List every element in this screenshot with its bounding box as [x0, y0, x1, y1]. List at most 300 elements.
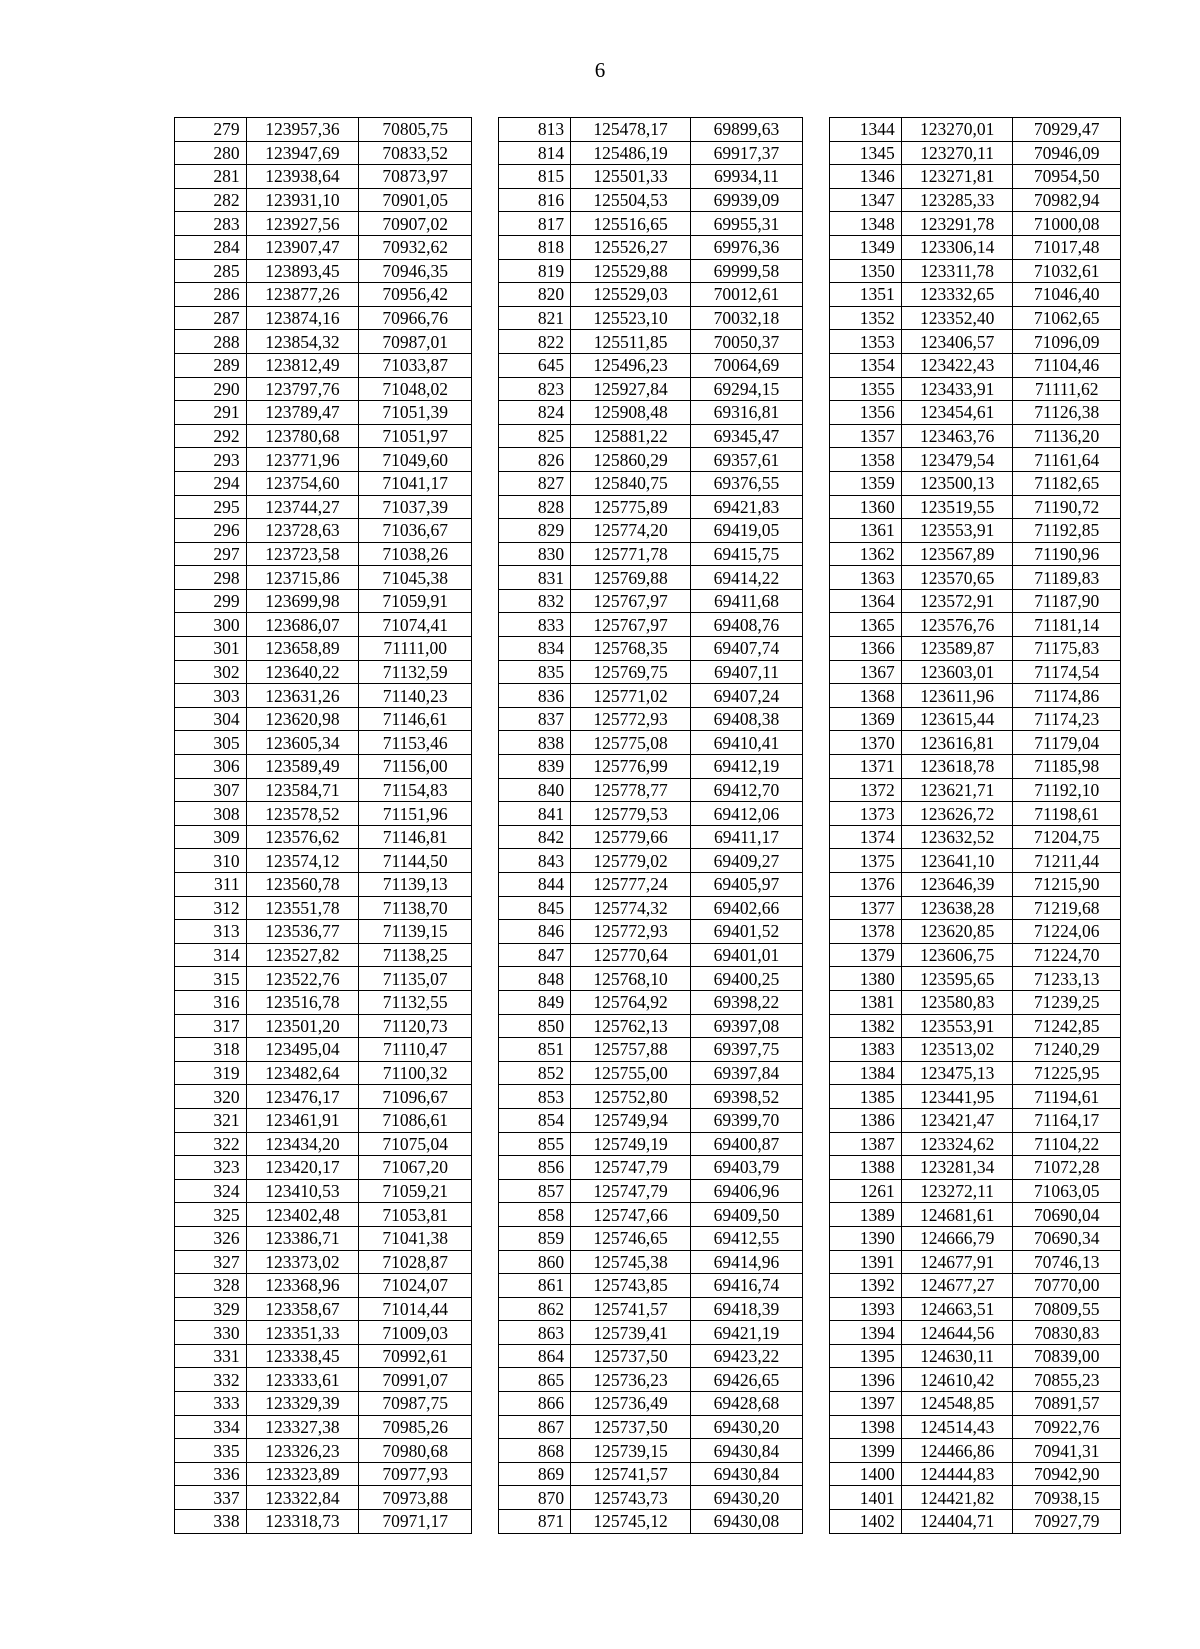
table-row [175, 896, 1121, 920]
point-number-cell: 1361 [830, 519, 902, 543]
x-coordinate-cell: 125747,66 [571, 1203, 691, 1227]
y-coordinate-cell: 69999,58 [691, 259, 803, 283]
table-row [175, 1462, 1121, 1486]
x-coordinate-cell: 124466,86 [901, 1439, 1013, 1463]
x-coordinate-cell: 123553,91 [901, 519, 1013, 543]
x-coordinate-cell: 123723,58 [246, 542, 359, 566]
column-gap [472, 990, 499, 1014]
y-coordinate-cell: 71111,62 [1013, 377, 1121, 401]
x-coordinate-cell: 123410,53 [246, 1179, 359, 1203]
x-coordinate-cell: 123516,78 [246, 990, 359, 1014]
y-coordinate-cell: 70050,37 [691, 330, 803, 354]
x-coordinate-cell: 125746,65 [571, 1226, 691, 1250]
x-coordinate-cell: 123500,13 [901, 471, 1013, 495]
column-gap [472, 755, 499, 779]
point-number-cell: 815 [499, 165, 571, 189]
y-coordinate-cell: 69899,63 [691, 118, 803, 142]
point-number-cell: 312 [175, 896, 247, 920]
x-coordinate-cell: 123938,64 [246, 165, 359, 189]
table-row [175, 259, 1121, 283]
column-gap [802, 1179, 829, 1203]
x-coordinate-cell: 124677,27 [901, 1274, 1013, 1298]
x-coordinate-cell: 125526,27 [571, 235, 691, 259]
point-number-cell: 338 [175, 1510, 247, 1534]
y-coordinate-cell: 71028,87 [359, 1250, 472, 1274]
column-gap [472, 141, 499, 165]
x-coordinate-cell: 125737,50 [571, 1344, 691, 1368]
point-number-cell: 1362 [830, 542, 902, 566]
point-number-cell: 1399 [830, 1439, 902, 1463]
y-coordinate-cell: 71051,39 [359, 401, 472, 425]
point-number-cell: 860 [499, 1250, 571, 1274]
x-coordinate-cell: 123463,76 [901, 424, 1013, 448]
point-number-cell: 1344 [830, 118, 902, 142]
point-number-cell: 319 [175, 1061, 247, 1085]
x-coordinate-cell: 123270,11 [901, 141, 1013, 165]
y-coordinate-cell: 71181,14 [1013, 613, 1121, 637]
y-coordinate-cell: 70873,97 [359, 165, 472, 189]
point-number-cell: 1351 [830, 283, 902, 307]
y-coordinate-cell: 69426,65 [691, 1368, 803, 1392]
column-gap [802, 896, 829, 920]
y-coordinate-cell: 71032,61 [1013, 259, 1121, 283]
table-row [175, 1250, 1121, 1274]
x-coordinate-cell: 123589,87 [901, 637, 1013, 661]
y-coordinate-cell: 69430,84 [691, 1462, 803, 1486]
y-coordinate-cell: 70973,88 [359, 1486, 472, 1510]
x-coordinate-cell: 123641,10 [901, 849, 1013, 873]
point-number-cell: 282 [175, 188, 247, 212]
y-coordinate-cell: 70855,23 [1013, 1368, 1121, 1392]
column-gap [472, 731, 499, 755]
table-row [175, 707, 1121, 731]
point-number-cell: 321 [175, 1108, 247, 1132]
y-coordinate-cell: 70932,62 [359, 235, 472, 259]
point-number-cell: 324 [175, 1179, 247, 1203]
point-number-cell: 294 [175, 471, 247, 495]
point-number-cell: 861 [499, 1274, 571, 1298]
coordinates-table-body [175, 118, 1121, 1534]
y-coordinate-cell: 71048,02 [359, 377, 472, 401]
table-row [175, 1274, 1121, 1298]
point-number-cell: 869 [499, 1462, 571, 1486]
x-coordinate-cell: 124404,71 [901, 1510, 1013, 1534]
point-number-cell: 871 [499, 1510, 571, 1534]
column-gap [472, 519, 499, 543]
point-number-cell: 1369 [830, 707, 902, 731]
x-coordinate-cell: 125749,19 [571, 1132, 691, 1156]
point-number-cell: 839 [499, 755, 571, 779]
point-number-cell: 314 [175, 943, 247, 967]
y-coordinate-cell: 70927,79 [1013, 1510, 1121, 1534]
x-coordinate-cell: 125774,32 [571, 896, 691, 920]
column-gap [802, 519, 829, 543]
column-gap [802, 637, 829, 661]
point-number-cell: 320 [175, 1085, 247, 1109]
x-coordinate-cell: 123323,89 [246, 1462, 359, 1486]
point-number-cell: 1392 [830, 1274, 902, 1298]
column-gap [802, 1344, 829, 1368]
y-coordinate-cell: 69400,87 [691, 1132, 803, 1156]
x-coordinate-cell: 123285,33 [901, 188, 1013, 212]
table-row [175, 1014, 1121, 1038]
y-coordinate-cell: 70830,83 [1013, 1321, 1121, 1345]
x-coordinate-cell: 123618,78 [901, 755, 1013, 779]
column-gap [472, 1368, 499, 1392]
y-coordinate-cell: 69955,31 [691, 212, 803, 236]
y-coordinate-cell: 71014,44 [359, 1297, 472, 1321]
point-number-cell: 327 [175, 1250, 247, 1274]
point-number-cell: 1383 [830, 1038, 902, 1062]
x-coordinate-cell: 123476,17 [246, 1085, 359, 1109]
column-gap [802, 920, 829, 944]
y-coordinate-cell: 71036,67 [359, 519, 472, 543]
x-coordinate-cell: 125767,97 [571, 613, 691, 637]
point-number-cell: 1356 [830, 401, 902, 425]
x-coordinate-cell: 123406,57 [901, 330, 1013, 354]
y-coordinate-cell: 70982,94 [1013, 188, 1121, 212]
y-coordinate-cell: 69421,19 [691, 1321, 803, 1345]
point-number-cell: 1376 [830, 873, 902, 897]
point-number-cell: 830 [499, 542, 571, 566]
x-coordinate-cell: 123434,20 [246, 1132, 359, 1156]
x-coordinate-cell: 125745,12 [571, 1510, 691, 1534]
y-coordinate-cell: 69409,50 [691, 1203, 803, 1227]
point-number-cell: 1385 [830, 1085, 902, 1109]
x-coordinate-cell: 125739,15 [571, 1439, 691, 1463]
x-coordinate-cell: 125774,20 [571, 519, 691, 543]
point-number-cell: 1393 [830, 1297, 902, 1321]
column-gap [802, 873, 829, 897]
x-coordinate-cell: 123536,77 [246, 920, 359, 944]
table-row [175, 1226, 1121, 1250]
column-gap [802, 330, 829, 354]
y-coordinate-cell: 70839,00 [1013, 1344, 1121, 1368]
point-number-cell: 858 [499, 1203, 571, 1227]
x-coordinate-cell: 125743,73 [571, 1486, 691, 1510]
point-number-cell: 1397 [830, 1392, 902, 1416]
table-row [175, 1510, 1121, 1534]
y-coordinate-cell: 71132,55 [359, 990, 472, 1014]
point-number-cell: 1387 [830, 1132, 902, 1156]
point-number-cell: 855 [499, 1132, 571, 1156]
x-coordinate-cell: 124548,85 [901, 1392, 1013, 1416]
table-row [175, 1321, 1121, 1345]
point-number-cell: 337 [175, 1486, 247, 1510]
point-number-cell: 1384 [830, 1061, 902, 1085]
point-number-cell: 823 [499, 377, 571, 401]
point-number-cell: 816 [499, 188, 571, 212]
table-row [175, 330, 1121, 354]
table-row [175, 943, 1121, 967]
table-row [175, 731, 1121, 755]
x-coordinate-cell: 125511,85 [571, 330, 691, 354]
x-coordinate-cell: 125779,53 [571, 802, 691, 826]
point-number-cell: 1379 [830, 943, 902, 967]
x-coordinate-cell: 123358,67 [246, 1297, 359, 1321]
point-number-cell: 828 [499, 495, 571, 519]
column-gap [472, 377, 499, 401]
y-coordinate-cell: 70941,31 [1013, 1439, 1121, 1463]
y-coordinate-cell: 70980,68 [359, 1439, 472, 1463]
x-coordinate-cell: 125840,75 [571, 471, 691, 495]
x-coordinate-cell: 125772,93 [571, 707, 691, 731]
table-row [175, 495, 1121, 519]
column-gap [472, 259, 499, 283]
x-coordinate-cell: 125860,29 [571, 448, 691, 472]
point-number-cell: 290 [175, 377, 247, 401]
y-coordinate-cell: 71179,04 [1013, 731, 1121, 755]
x-coordinate-cell: 123893,45 [246, 259, 359, 283]
x-coordinate-cell: 123479,54 [901, 448, 1013, 472]
y-coordinate-cell: 70012,61 [691, 283, 803, 307]
y-coordinate-cell: 71136,20 [1013, 424, 1121, 448]
column-gap [472, 542, 499, 566]
column-gap [472, 165, 499, 189]
point-number-cell: 1372 [830, 778, 902, 802]
y-coordinate-cell: 71164,17 [1013, 1108, 1121, 1132]
column-gap [802, 990, 829, 1014]
y-coordinate-cell: 69419,05 [691, 519, 803, 543]
y-coordinate-cell: 71194,61 [1013, 1085, 1121, 1109]
y-coordinate-cell: 69408,38 [691, 707, 803, 731]
column-gap [472, 1274, 499, 1298]
y-coordinate-cell: 71151,96 [359, 802, 472, 826]
x-coordinate-cell: 123454,61 [901, 401, 1013, 425]
y-coordinate-cell: 71174,23 [1013, 707, 1121, 731]
y-coordinate-cell: 69412,19 [691, 755, 803, 779]
x-coordinate-cell: 123495,04 [246, 1038, 359, 1062]
column-gap [802, 1061, 829, 1085]
point-number-cell: 291 [175, 401, 247, 425]
x-coordinate-cell: 123386,71 [246, 1226, 359, 1250]
x-coordinate-cell: 123578,52 [246, 802, 359, 826]
x-coordinate-cell: 125504,53 [571, 188, 691, 212]
y-coordinate-cell: 71189,83 [1013, 566, 1121, 590]
x-coordinate-cell: 124630,11 [901, 1344, 1013, 1368]
x-coordinate-cell: 125779,66 [571, 825, 691, 849]
point-number-cell: 868 [499, 1439, 571, 1463]
y-coordinate-cell: 71100,32 [359, 1061, 472, 1085]
x-coordinate-cell: 123327,38 [246, 1415, 359, 1439]
point-number-cell: 837 [499, 707, 571, 731]
y-coordinate-cell: 69345,47 [691, 424, 803, 448]
point-number-cell: 1391 [830, 1250, 902, 1274]
table-row [175, 1203, 1121, 1227]
point-number-cell: 285 [175, 259, 247, 283]
x-coordinate-cell: 125776,99 [571, 755, 691, 779]
table-row [175, 519, 1121, 543]
column-gap [802, 1462, 829, 1486]
table-row [175, 755, 1121, 779]
table-row [175, 283, 1121, 307]
column-gap [802, 283, 829, 307]
y-coordinate-cell: 69397,75 [691, 1038, 803, 1062]
point-number-cell: 1374 [830, 825, 902, 849]
x-coordinate-cell: 123780,68 [246, 424, 359, 448]
y-coordinate-cell: 71059,21 [359, 1179, 472, 1203]
x-coordinate-cell: 123603,01 [901, 660, 1013, 684]
column-gap [802, 542, 829, 566]
x-coordinate-cell: 123332,65 [901, 283, 1013, 307]
y-coordinate-cell: 71053,81 [359, 1203, 472, 1227]
x-coordinate-cell: 124663,51 [901, 1297, 1013, 1321]
column-gap [472, 495, 499, 519]
table-row [175, 165, 1121, 189]
point-number-cell: 845 [499, 896, 571, 920]
point-number-cell: 1355 [830, 377, 902, 401]
y-coordinate-cell: 69416,74 [691, 1274, 803, 1298]
y-coordinate-cell: 70942,90 [1013, 1462, 1121, 1486]
x-coordinate-cell: 123927,56 [246, 212, 359, 236]
point-number-cell: 280 [175, 141, 247, 165]
y-coordinate-cell: 71075,04 [359, 1132, 472, 1156]
point-number-cell: 295 [175, 495, 247, 519]
x-coordinate-cell: 123874,16 [246, 306, 359, 330]
y-coordinate-cell: 70907,02 [359, 212, 472, 236]
y-coordinate-cell: 70966,76 [359, 306, 472, 330]
y-coordinate-cell: 71049,60 [359, 448, 472, 472]
point-number-cell: 863 [499, 1321, 571, 1345]
y-coordinate-cell: 70064,69 [691, 353, 803, 377]
point-number-cell: 822 [499, 330, 571, 354]
x-coordinate-cell: 125771,78 [571, 542, 691, 566]
point-number-cell: 870 [499, 1486, 571, 1510]
column-gap [472, 235, 499, 259]
y-coordinate-cell: 71009,03 [359, 1321, 472, 1345]
point-number-cell: 848 [499, 967, 571, 991]
point-number-cell: 1347 [830, 188, 902, 212]
y-coordinate-cell: 70770,00 [1013, 1274, 1121, 1298]
y-coordinate-cell: 70833,52 [359, 141, 472, 165]
x-coordinate-cell: 125881,22 [571, 424, 691, 448]
y-coordinate-cell: 70946,35 [359, 259, 472, 283]
table-row [175, 873, 1121, 897]
y-coordinate-cell: 71204,75 [1013, 825, 1121, 849]
column-gap [802, 424, 829, 448]
point-number-cell: 827 [499, 471, 571, 495]
x-coordinate-cell: 123333,61 [246, 1368, 359, 1392]
y-coordinate-cell: 70946,09 [1013, 141, 1121, 165]
page-number: 6 [594, 58, 606, 82]
x-coordinate-cell: 125747,79 [571, 1156, 691, 1180]
x-coordinate-cell: 123574,12 [246, 849, 359, 873]
table-row [175, 1415, 1121, 1439]
y-coordinate-cell: 71062,65 [1013, 306, 1121, 330]
x-coordinate-cell: 123501,20 [246, 1014, 359, 1038]
x-coordinate-cell: 125777,24 [571, 873, 691, 897]
x-coordinate-cell: 125768,10 [571, 967, 691, 991]
point-number-cell: 846 [499, 920, 571, 944]
y-coordinate-cell: 71156,00 [359, 755, 472, 779]
table-row [175, 1392, 1121, 1416]
y-coordinate-cell: 69430,20 [691, 1486, 803, 1510]
y-coordinate-cell: 69409,27 [691, 849, 803, 873]
table-row [175, 542, 1121, 566]
table-row [175, 1085, 1121, 1109]
x-coordinate-cell: 123576,62 [246, 825, 359, 849]
x-coordinate-cell: 125767,97 [571, 589, 691, 613]
point-number-cell: 306 [175, 755, 247, 779]
x-coordinate-cell: 123570,65 [901, 566, 1013, 590]
point-number-cell: 865 [499, 1368, 571, 1392]
column-gap [802, 353, 829, 377]
point-number-cell: 645 [499, 353, 571, 377]
point-number-cell: 814 [499, 141, 571, 165]
x-coordinate-cell: 125762,13 [571, 1014, 691, 1038]
x-coordinate-cell: 123812,49 [246, 353, 359, 377]
point-number-cell: 838 [499, 731, 571, 755]
x-coordinate-cell: 123482,64 [246, 1061, 359, 1085]
y-coordinate-cell: 70992,61 [359, 1344, 472, 1368]
point-number-cell: 835 [499, 660, 571, 684]
table-row [175, 589, 1121, 613]
y-coordinate-cell: 69412,06 [691, 802, 803, 826]
column-gap [472, 684, 499, 708]
point-number-cell: 1359 [830, 471, 902, 495]
point-number-cell: 1261 [830, 1179, 902, 1203]
x-coordinate-cell: 123553,91 [901, 1014, 1013, 1038]
column-gap [802, 825, 829, 849]
y-coordinate-cell: 71024,07 [359, 1274, 472, 1298]
table-row [175, 306, 1121, 330]
point-number-cell: 305 [175, 731, 247, 755]
point-number-cell: 302 [175, 660, 247, 684]
y-coordinate-cell: 69414,22 [691, 566, 803, 590]
table-row [175, 967, 1121, 991]
x-coordinate-cell: 125529,88 [571, 259, 691, 283]
point-number-cell: 1345 [830, 141, 902, 165]
table-row [175, 778, 1121, 802]
column-gap [472, 306, 499, 330]
x-coordinate-cell: 123281,34 [901, 1156, 1013, 1180]
x-coordinate-cell: 123324,62 [901, 1132, 1013, 1156]
x-coordinate-cell: 125529,03 [571, 283, 691, 307]
x-coordinate-cell: 123272,11 [901, 1179, 1013, 1203]
y-coordinate-cell: 71139,13 [359, 873, 472, 897]
x-coordinate-cell: 125771,02 [571, 684, 691, 708]
point-number-cell: 853 [499, 1085, 571, 1109]
point-number-cell: 287 [175, 306, 247, 330]
column-gap [802, 306, 829, 330]
y-coordinate-cell: 71126,38 [1013, 401, 1121, 425]
x-coordinate-cell: 123626,72 [901, 802, 1013, 826]
y-coordinate-cell: 69407,24 [691, 684, 803, 708]
column-gap [472, 1038, 499, 1062]
point-number-cell: 326 [175, 1226, 247, 1250]
y-coordinate-cell: 71175,83 [1013, 637, 1121, 661]
table-row [175, 990, 1121, 1014]
y-coordinate-cell: 69398,52 [691, 1085, 803, 1109]
x-coordinate-cell: 125501,33 [571, 165, 691, 189]
point-number-cell: 333 [175, 1392, 247, 1416]
y-coordinate-cell: 71067,20 [359, 1156, 472, 1180]
column-gap [802, 1203, 829, 1227]
column-gap [802, 1226, 829, 1250]
y-coordinate-cell: 71192,10 [1013, 778, 1121, 802]
x-coordinate-cell: 123658,89 [246, 637, 359, 661]
point-number-cell: 1368 [830, 684, 902, 708]
y-coordinate-cell: 71046,40 [1013, 283, 1121, 307]
column-gap [472, 1108, 499, 1132]
x-coordinate-cell: 123475,13 [901, 1061, 1013, 1085]
point-number-cell: 308 [175, 802, 247, 826]
column-gap [802, 1132, 829, 1156]
point-number-cell: 286 [175, 283, 247, 307]
column-gap [472, 448, 499, 472]
point-number-cell: 311 [175, 873, 247, 897]
y-coordinate-cell: 70922,76 [1013, 1415, 1121, 1439]
